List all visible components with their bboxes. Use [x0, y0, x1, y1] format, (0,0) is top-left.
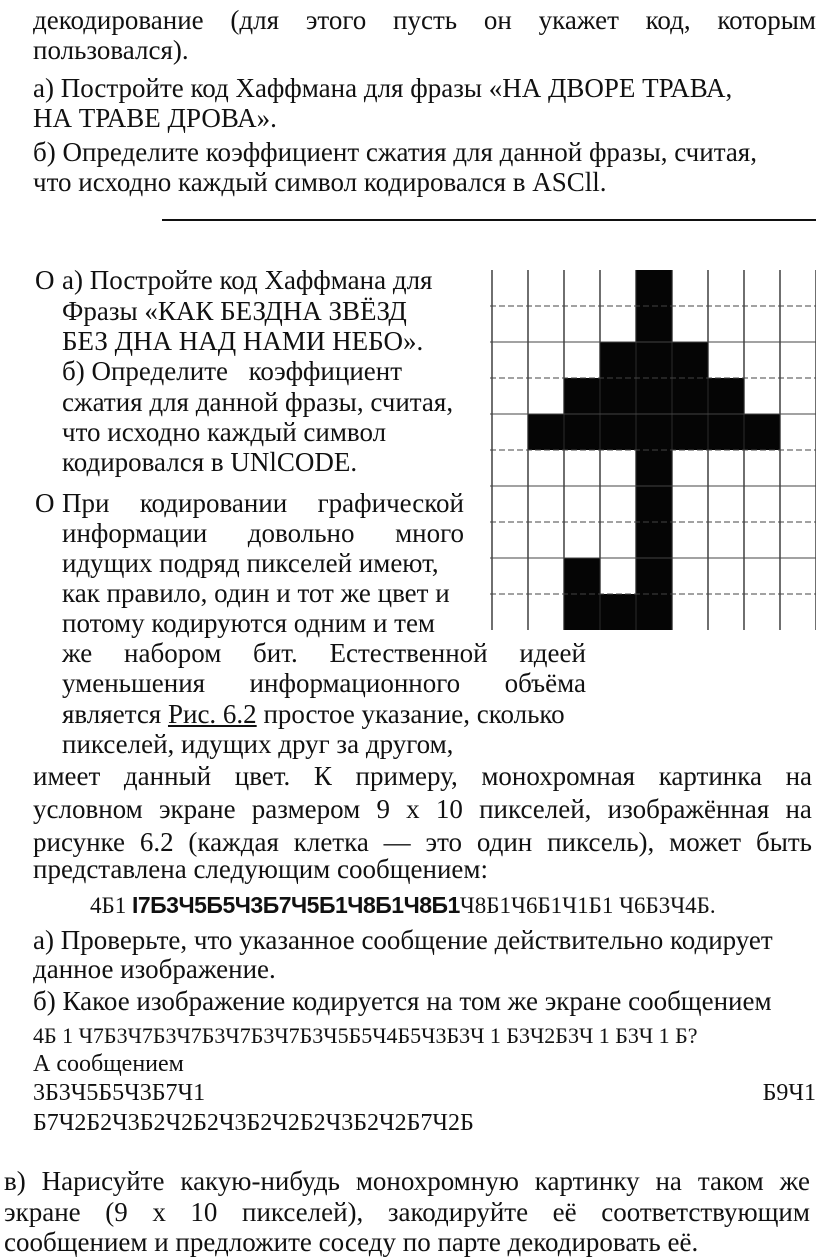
word: 10 [435, 794, 463, 824]
task3-line-7 [62, 667, 586, 700]
pixel-white [492, 558, 528, 594]
word: же [62, 638, 93, 668]
pixel-white [528, 558, 564, 594]
question-c-line-3: сообщением и предложите соседу по парте декодировать её. [4, 1227, 699, 1257]
word: информационного [249, 668, 461, 698]
pixel-white [564, 270, 600, 306]
task3-line-8 [62, 698, 565, 731]
word: — [383, 827, 411, 857]
word: таком [697, 1166, 764, 1196]
code-part: Ч8Б1Ч6Б1Ч1Б1 Ч6Б3Ч4Б. [459, 893, 716, 918]
word: коэффициент [248, 356, 402, 386]
text: простое указание, сколько [256, 699, 565, 729]
word: на [785, 761, 812, 791]
word: пикселей, [479, 794, 592, 824]
pixel-white [492, 306, 528, 342]
pixel-white [708, 594, 744, 630]
pixel-white [528, 450, 564, 486]
pixel-black [744, 414, 780, 450]
pixel-black [636, 522, 672, 558]
pixel-black [636, 450, 672, 486]
pixel-white [492, 342, 528, 378]
pixel-white [672, 558, 708, 594]
pixel-white [492, 522, 528, 558]
pixel-white [780, 594, 816, 630]
pixel-white [492, 378, 528, 414]
word: декодирование [33, 5, 204, 35]
word: размером [251, 794, 361, 824]
pixel-black [636, 306, 672, 342]
pixel-white [528, 270, 564, 306]
question-a-line-2: данное изображение. [33, 954, 276, 984]
question-b: б) Какое изображение кодируется на том же экране сообщением [33, 986, 772, 1016]
task-b-line-2: что исходно каждый символ кодировался в ASCll. [33, 167, 607, 197]
question-c-line-1 [4, 1165, 810, 1198]
word: на [655, 1166, 682, 1196]
pixel-black [564, 414, 600, 450]
pixel-white [744, 378, 780, 414]
word: которым [717, 5, 816, 35]
word: соответствующим [601, 1197, 810, 1227]
pixel-white [672, 594, 708, 630]
pixel-white [744, 270, 780, 306]
pixel-white [600, 450, 636, 486]
word: К [313, 761, 332, 791]
word: x [406, 794, 420, 824]
word: это [425, 827, 463, 857]
pixel-white [744, 558, 780, 594]
pixel-white [708, 450, 744, 486]
word: условном [33, 794, 143, 824]
pixel-black [600, 414, 636, 450]
pixel-white [708, 270, 744, 306]
word: цвет. [234, 761, 291, 791]
also-message-label: А сообщением [33, 1051, 184, 1077]
pixel-black [600, 342, 636, 378]
pixel-black [528, 414, 564, 450]
word: уменьшения [62, 668, 206, 698]
word: один [476, 827, 533, 857]
pixel-black [708, 378, 744, 414]
pixel-black [708, 414, 744, 450]
word: информации [62, 518, 208, 548]
word: 9 [376, 794, 390, 824]
task2-b-line-3: что исходно каждый символ [62, 417, 387, 447]
pixel-black [672, 414, 708, 450]
word: 6.2 [139, 827, 174, 857]
pixel-white [528, 342, 564, 378]
pixel-white [564, 522, 600, 558]
rle-message-1 [90, 889, 716, 922]
pixel-white [492, 594, 528, 630]
word: 10 [190, 1197, 218, 1227]
word: много [395, 518, 464, 548]
pixel-white [492, 486, 528, 522]
word: экране [158, 794, 236, 824]
pixel-white [528, 486, 564, 522]
word: довольно [247, 518, 355, 548]
word: Нарисуйте [41, 1166, 165, 1196]
pixel-black [636, 414, 672, 450]
task2-b-line-1 [62, 355, 402, 388]
task3-line-4: как правило, один и тот же цвет и [62, 578, 450, 608]
pixel-black [600, 378, 636, 414]
pixel-white [744, 450, 780, 486]
pixel-black [672, 378, 708, 414]
word: Естественной [329, 638, 488, 668]
pixel-white [744, 342, 780, 378]
pixel-white [672, 522, 708, 558]
pixel-white [528, 522, 564, 558]
task2-a-line-3: БЕЗ ДНА НАД НАМИ НЕБО». [62, 326, 424, 356]
word: картинка [658, 761, 762, 791]
word: идеей [519, 638, 586, 668]
code-part: Б9Ч1 [762, 1080, 816, 1106]
rle-message-2: 4Б 1 Ч7Б3Ч7Б3Ч7Б3Ч7Б3Ч7Б3Ч5Б5Ч4Б5Ч3Б3Ч 1 Б3Ч2Б3Ч 1 Б3Ч 1 Б? [33, 1023, 698, 1048]
task2-b-line-2: сжатия для данной фразы, считая, [62, 387, 454, 417]
word: рисунке [33, 827, 125, 857]
pixel-white [780, 342, 816, 378]
code-part: I7Б3Ч5Б5Ч3Б7Ч5Б1Ч8Б1Ч8Б1 [131, 892, 460, 918]
pixel-black [564, 594, 600, 630]
task2-b-line-4: кодировался в UNlCODE. [62, 447, 358, 477]
word: же [779, 1166, 810, 1196]
pixel-white [600, 558, 636, 594]
question-c-line-2 [4, 1196, 810, 1229]
pixel-white [708, 306, 744, 342]
task3-line-2 [62, 517, 464, 550]
word: пикселей), [242, 1197, 364, 1227]
word: экране [4, 1197, 81, 1227]
word: (для [230, 5, 280, 35]
pixel-white [492, 270, 528, 306]
pixel-black [600, 594, 636, 630]
task3-line-13: представлена следующим сообщением: [33, 854, 488, 884]
pixel-white [672, 306, 708, 342]
pixel-white [600, 306, 636, 342]
pixel-black [636, 378, 672, 414]
word: кодировании [139, 488, 288, 518]
task3-line-9: пикселей, идущих друг за другом, [62, 729, 454, 759]
pixel-white [780, 558, 816, 594]
word: бит. [253, 638, 298, 668]
pixel-white [492, 450, 528, 486]
word: (9 [105, 1197, 128, 1227]
task-a-line-2: НА ТРАВЕ ДРОВА». [33, 103, 277, 133]
word: код, [645, 5, 691, 35]
pixel-white [744, 306, 780, 342]
word: имеет [33, 761, 101, 791]
pixel-white [600, 522, 636, 558]
word: изображённая [607, 794, 770, 824]
task3-line-1 [62, 487, 464, 520]
word: (каждая [188, 827, 279, 857]
task2-a-line-2: Фразы «КАК БЕЗДНА ЗВЁЗД [62, 296, 407, 326]
pixel-white [564, 342, 600, 378]
pixel-black [636, 558, 672, 594]
word: может [669, 827, 742, 857]
pixel-white [528, 378, 564, 414]
rle-message-3 [33, 1077, 816, 1110]
pixel-white [780, 378, 816, 414]
pixel-white [780, 306, 816, 342]
pixel-white [780, 522, 816, 558]
pixel-grid-figure [490, 270, 816, 630]
word: x [152, 1197, 166, 1227]
word: в) [4, 1166, 26, 1196]
top-line-2: пользовался). [33, 35, 189, 65]
pixel-white [708, 522, 744, 558]
code-part: 3Б3Ч5Б5Ч3Б7Ч1 [33, 1080, 206, 1106]
word: укажет [538, 5, 619, 35]
word: монохромную [355, 1166, 519, 1196]
pixel-white [600, 270, 636, 306]
task3-line-3: идущих подряд пикселей имеют, [62, 548, 439, 578]
word: на [785, 794, 812, 824]
pixel-white [744, 594, 780, 630]
pixel-white [528, 306, 564, 342]
pixel-black [636, 342, 672, 378]
task-a-line-1: а) Постройте код Хаффмана для фразы «НА ДВОРЕ ТРАВА, [33, 73, 733, 103]
bullet: О [35, 488, 55, 518]
pixel-black [564, 558, 600, 594]
pixel-black [564, 378, 600, 414]
word: её [552, 1197, 577, 1227]
pixel-white [672, 486, 708, 522]
task3-line-5: потому кодируются одним и тем [62, 608, 436, 638]
word: закодируйте [387, 1197, 529, 1227]
text: является [62, 699, 168, 729]
word: пиксель), [547, 827, 655, 857]
pixel-white [492, 414, 528, 450]
word: этого [305, 5, 367, 35]
top-line-1 [33, 4, 816, 37]
word: картинку [534, 1166, 640, 1196]
word: пусть [393, 5, 458, 35]
pixel-white [672, 450, 708, 486]
question-a-line-1: а) Проверьте, что указанное сообщение действительно кодирует [33, 925, 773, 955]
word: какую-нибудь [180, 1166, 340, 1196]
word: При [62, 488, 110, 518]
pixel-white [528, 594, 564, 630]
rle-message-4: Б7Ч2Б2Ч3Б2Ч2Б2Ч3Б2Ч2Б2Ч3Б2Ч2Б7Ч2Б [33, 1110, 474, 1136]
word: монохромная [481, 761, 636, 791]
pixel-black [672, 342, 708, 378]
pixel-black [636, 270, 672, 306]
word: графической [317, 488, 464, 518]
pixel-white [708, 486, 744, 522]
pixel-white [564, 450, 600, 486]
pixel-white [780, 486, 816, 522]
code-part: 4Б1 [90, 893, 132, 918]
task3-line-6 [62, 637, 586, 670]
word: б) Определите [62, 356, 228, 386]
word: данный [123, 761, 212, 791]
figure-link[interactable]: Рис. 6.2 [167, 699, 257, 729]
word: он [483, 5, 512, 35]
pixel-white [708, 342, 744, 378]
pixel-white [780, 270, 816, 306]
pixel-white [672, 270, 708, 306]
word: клетка [293, 827, 369, 857]
pixel-white [780, 414, 816, 450]
word: примеру, [355, 761, 458, 791]
pixel-black [636, 594, 672, 630]
task3-line-11 [33, 793, 812, 826]
pixel-white [708, 558, 744, 594]
task3-line-10 [33, 760, 812, 793]
bullet: О [35, 265, 55, 295]
pixel-white [564, 306, 600, 342]
pixel-black [636, 486, 672, 522]
task2-a-line-1: а) Постройте код Хаффмана для [62, 265, 433, 295]
word: объёма [504, 668, 586, 698]
pixel-white [744, 522, 780, 558]
word: быть [755, 827, 812, 857]
pixel-white [600, 486, 636, 522]
word: набором [124, 638, 222, 668]
pixel-white [780, 450, 816, 486]
pixel-white [744, 486, 780, 522]
task-b-line-1: б) Определите коэффициент сжатия для данной фразы, считая, [33, 137, 757, 167]
pixel-white [564, 486, 600, 522]
separator-line [162, 219, 816, 221]
